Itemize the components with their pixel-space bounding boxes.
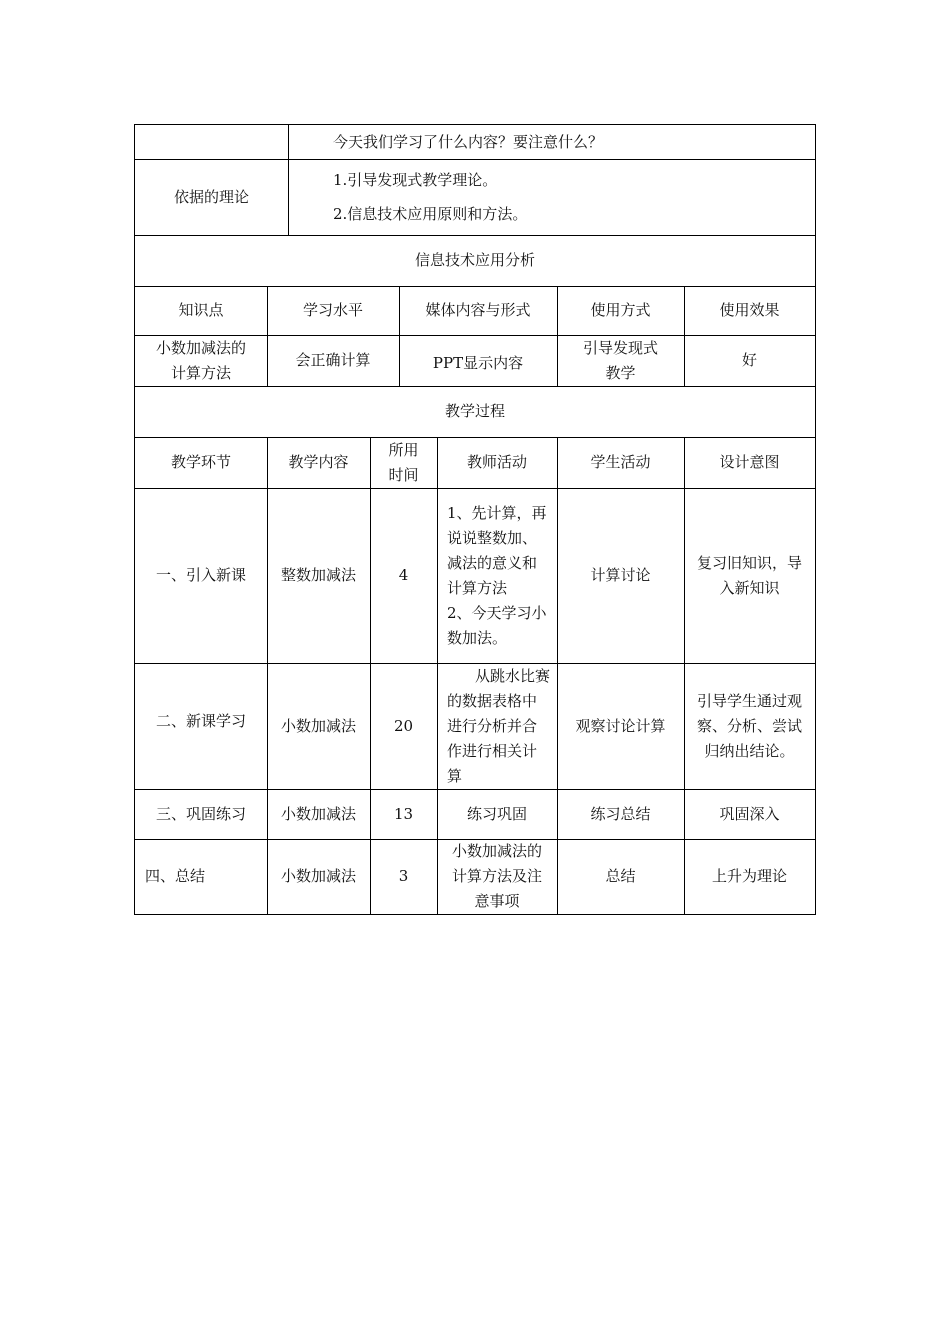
table-rule bbox=[135, 437, 816, 438]
process-header-time-line: 所用 bbox=[388, 440, 419, 459]
row3-content: 小数加减法 bbox=[280, 804, 356, 823]
row3-time: 13 bbox=[393, 804, 414, 823]
process-header-intent: 设计意图 bbox=[719, 453, 780, 471]
row1-teacher-line: 2、今天学习小 bbox=[447, 603, 547, 622]
row1-teacher-line: 说说整数加、 bbox=[447, 528, 538, 547]
table-rule bbox=[815, 124, 816, 915]
row2-student: 观察讨论计算 bbox=[575, 716, 666, 735]
row4-content: 小数加减法 bbox=[280, 867, 356, 885]
row4-teacher-line: 小数加减法的 bbox=[451, 842, 542, 860]
table-rule bbox=[399, 286, 400, 386]
table-rule bbox=[437, 437, 438, 914]
it-level-cell: 会正确计算 bbox=[295, 351, 371, 369]
theory-item-2: 2.信息技术应用原则和方法。 bbox=[333, 205, 528, 223]
it-header-knowledge: 知识点 bbox=[178, 301, 224, 319]
row1-intent-line: 复习旧知识，导 bbox=[696, 553, 802, 572]
summary-text: 今天我们学习了什么内容？要注意什么？ bbox=[333, 132, 604, 151]
it-knowledge-line: 计算方法 bbox=[170, 363, 231, 382]
row4-intent: 上升为理论 bbox=[711, 867, 787, 885]
it-analysis-title: 信息技术应用分析 bbox=[414, 251, 535, 269]
process-header-time-line: 时间 bbox=[388, 465, 419, 484]
row4-teacher-line: 计算方法及注 bbox=[451, 867, 542, 885]
row1-teacher bbox=[437, 488, 557, 663]
table-rule bbox=[267, 437, 268, 914]
table-rule bbox=[135, 914, 816, 915]
row2-teacher-line: 作进行相关计 bbox=[447, 741, 538, 760]
table-rule bbox=[135, 386, 816, 387]
process-header-stage: 教学环节 bbox=[170, 453, 231, 471]
table-rule bbox=[135, 663, 816, 664]
table-rule bbox=[135, 235, 816, 236]
table-rule bbox=[557, 286, 558, 386]
table-rule bbox=[135, 124, 816, 125]
row1-intent-line: 入新知识 bbox=[719, 578, 780, 597]
it-media-cell: PPT显示内容 bbox=[432, 354, 524, 372]
table-rule bbox=[135, 335, 816, 336]
row1-teacher-line: 数加法。 bbox=[447, 628, 508, 647]
row3-stage: 三、巩固练习 bbox=[155, 804, 246, 823]
row2-time: 20 bbox=[393, 716, 414, 735]
row1-teacher-line: 减法的意义和 bbox=[447, 553, 538, 572]
table-rule bbox=[135, 839, 816, 840]
row2-intent-line: 归纳出结论。 bbox=[704, 741, 795, 760]
table-rule bbox=[135, 789, 816, 790]
row2-teacher-line: 进行分析并合 bbox=[447, 716, 538, 735]
table-rule bbox=[684, 286, 685, 386]
row3-student: 练习总结 bbox=[590, 804, 651, 823]
process-header-time bbox=[370, 437, 437, 488]
it-effect-cell: 好 bbox=[741, 351, 757, 369]
row1-time: 4 bbox=[398, 566, 409, 584]
row1-content: 整数加减法 bbox=[280, 566, 356, 584]
table-rule bbox=[267, 286, 268, 386]
it-usage-cell bbox=[557, 335, 684, 386]
row3-intent: 巩固深入 bbox=[719, 804, 780, 823]
it-header-level: 学习水平 bbox=[302, 301, 363, 319]
table-rule bbox=[134, 124, 135, 915]
row2-content: 小数加减法 bbox=[280, 716, 356, 735]
table-rule bbox=[684, 437, 685, 914]
row4-time: 3 bbox=[398, 867, 409, 885]
row2-intent-line: 引导学生通过观 bbox=[696, 691, 802, 710]
row2-intent-line: 察、分析、尝试 bbox=[696, 716, 802, 735]
row4-student: 总结 bbox=[605, 867, 636, 885]
table-rule bbox=[557, 437, 558, 914]
process-header-teacher: 教师活动 bbox=[466, 453, 527, 471]
row4-teacher-line: 意事项 bbox=[474, 892, 520, 910]
row1-teacher-line: 计算方法 bbox=[447, 578, 508, 597]
row2-teacher-line: 的数据表格中 bbox=[447, 691, 538, 710]
process-header-content: 教学内容 bbox=[288, 453, 349, 471]
process-header-student: 学生活动 bbox=[590, 453, 651, 471]
it-header-effect: 使用效果 bbox=[719, 301, 780, 319]
it-usage-line: 教学 bbox=[605, 363, 636, 382]
it-knowledge-cell bbox=[135, 335, 267, 386]
row2-teacher-line: 从跳水比赛 bbox=[475, 666, 551, 685]
table-rule bbox=[135, 159, 816, 160]
table-rule bbox=[135, 286, 816, 287]
it-header-usage: 使用方式 bbox=[590, 301, 651, 319]
it-header-media: 媒体内容与形式 bbox=[425, 301, 531, 319]
process-title: 教学过程 bbox=[444, 402, 505, 420]
it-knowledge-line: 小数加减法的 bbox=[155, 338, 246, 357]
it-usage-line: 引导发现式 bbox=[582, 338, 658, 357]
row2-intent bbox=[684, 663, 815, 789]
row1-intent bbox=[684, 488, 815, 663]
row1-stage: 一、引入新课 bbox=[155, 566, 246, 584]
theory-item-1: 1.引导发现式教学理论。 bbox=[333, 171, 498, 189]
row1-teacher-line: 1、先计算，再 bbox=[447, 503, 547, 522]
row2-teacher-line: 算 bbox=[447, 766, 463, 785]
table-rule bbox=[370, 437, 371, 914]
table-rule bbox=[135, 488, 816, 489]
row2-stage: 二、新课学习 bbox=[155, 711, 246, 730]
row4-stage: 四、总结 bbox=[145, 867, 206, 885]
row4-teacher bbox=[437, 839, 557, 914]
row1-student: 计算讨论 bbox=[590, 566, 651, 584]
table-rule bbox=[288, 124, 289, 235]
theory-label: 依据的理论 bbox=[173, 187, 249, 206]
theory-list bbox=[288, 159, 815, 235]
row2-teacher bbox=[437, 663, 557, 789]
row3-teacher: 练习巩固 bbox=[466, 804, 527, 823]
